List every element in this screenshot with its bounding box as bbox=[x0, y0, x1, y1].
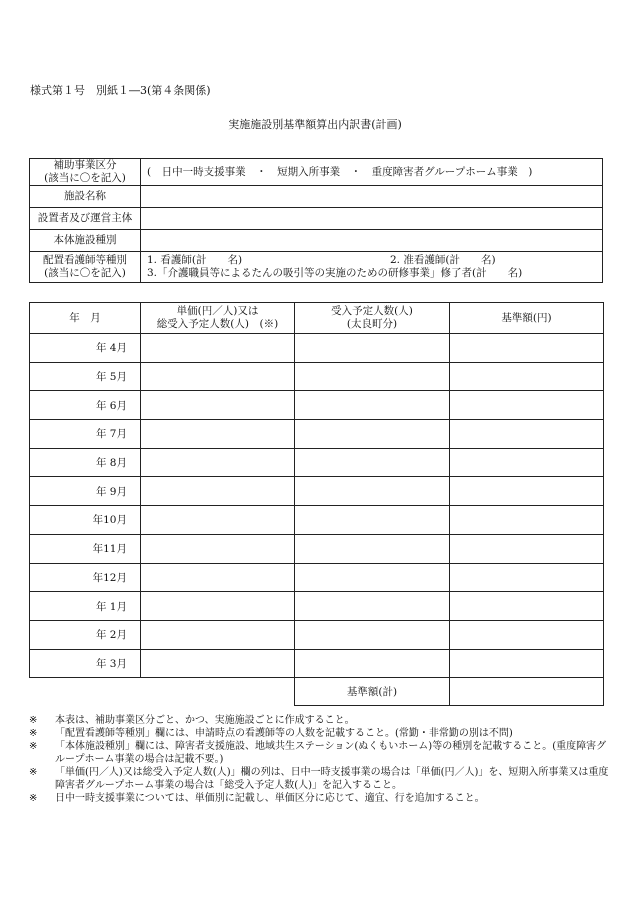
table-row bbox=[30, 334, 604, 363]
table-row bbox=[30, 362, 604, 391]
note-mark: ※ bbox=[29, 793, 38, 804]
planned-people-cell[interactable] bbox=[295, 334, 450, 363]
table-header-row bbox=[30, 303, 604, 334]
total-amount-field[interactable] bbox=[450, 678, 604, 706]
total-row bbox=[30, 678, 604, 706]
table-row bbox=[30, 563, 604, 592]
base-amount-cell[interactable] bbox=[450, 391, 604, 420]
month-cell: 年 7月 bbox=[30, 420, 141, 449]
header-line: 受入予定人数(人) bbox=[331, 305, 413, 317]
document-title: 実施施設別基準額算出内訳書(計画) bbox=[228, 118, 402, 131]
month-cell: 年10月 bbox=[30, 506, 141, 535]
label-line: (該当に〇を記入) bbox=[44, 172, 126, 184]
unit-price-cell[interactable] bbox=[141, 420, 295, 449]
base-amount-cell[interactable] bbox=[450, 448, 604, 477]
unit-price-cell[interactable] bbox=[141, 534, 295, 563]
month-cell: 年11月 bbox=[30, 534, 141, 563]
unit-price-cell[interactable] bbox=[141, 620, 295, 649]
facility-info-table bbox=[29, 158, 603, 283]
table-row bbox=[30, 649, 604, 678]
base-amount-cell[interactable] bbox=[450, 362, 604, 391]
header-line: 単価(円／人)又は bbox=[176, 305, 259, 317]
note-mark: ※ bbox=[29, 741, 38, 752]
note-text: 「本体施設種別」欄には、障害者支援施設、地域共生ステーション(ぬくもいホーム)等の種別を記載すること。(重度障害グループホーム事業の場合は記載不要。) bbox=[55, 741, 607, 765]
note-item bbox=[29, 792, 609, 805]
planned-people-cell[interactable] bbox=[295, 649, 450, 678]
nurse-type-label bbox=[30, 252, 141, 283]
unit-price-cell[interactable] bbox=[141, 391, 295, 420]
table-row bbox=[30, 448, 604, 477]
planned-people-cell[interactable] bbox=[295, 477, 450, 506]
planned-people-cell[interactable] bbox=[295, 506, 450, 535]
base-amount-cell[interactable] bbox=[450, 477, 604, 506]
table-row bbox=[30, 159, 603, 186]
month-cell: 年 1月 bbox=[30, 592, 141, 621]
unit-price-cell[interactable] bbox=[141, 506, 295, 535]
table-row bbox=[30, 420, 604, 449]
base-amount-cell[interactable] bbox=[450, 506, 604, 535]
table-row bbox=[30, 620, 604, 649]
base-amount-cell[interactable] bbox=[450, 334, 604, 363]
month-cell: 年 2月 bbox=[30, 620, 141, 649]
subsidy-category-label bbox=[30, 159, 141, 186]
facility-name-field[interactable] bbox=[141, 186, 603, 208]
table-row bbox=[30, 230, 603, 252]
monthly-calculation-table bbox=[29, 302, 604, 706]
unit-price-cell[interactable] bbox=[141, 563, 295, 592]
nurse-option-3: 3.「介護職員等によるたんの吸引等の実施のための研修事業」修了者(計 名) bbox=[147, 267, 523, 279]
note-text: 「配置看護師等種別」欄には、申請時点の看護師等の人数を記載すること。(常勤・非常勤の別は不問) bbox=[55, 728, 513, 739]
month-cell: 年 8月 bbox=[30, 448, 141, 477]
table-row bbox=[30, 592, 604, 621]
month-cell: 年 6月 bbox=[30, 391, 141, 420]
total-label: 基準額(計) bbox=[295, 678, 450, 706]
header-line: (太良町分) bbox=[346, 318, 398, 330]
note-text: 日中一時支援事業については、単価別に記載し、単価区分に応じて、適宜、行を追加すること。 bbox=[55, 793, 485, 804]
unit-price-cell[interactable] bbox=[141, 649, 295, 678]
planned-people-cell[interactable] bbox=[295, 534, 450, 563]
nurse-type-field[interactable] bbox=[141, 252, 603, 283]
table-row bbox=[30, 208, 603, 230]
nurse-option-1: 1. 看護師(計 名) bbox=[147, 254, 243, 266]
base-amount-cell[interactable] bbox=[450, 563, 604, 592]
base-amount-cell[interactable] bbox=[450, 592, 604, 621]
note-item bbox=[29, 727, 609, 740]
facility-name-label: 施設名称 bbox=[30, 186, 141, 208]
planned-people-cell[interactable] bbox=[295, 563, 450, 592]
planned-people-cell[interactable] bbox=[295, 420, 450, 449]
month-cell: 年 5月 bbox=[30, 362, 141, 391]
unit-price-header bbox=[141, 303, 295, 334]
month-cell: 年 3月 bbox=[30, 649, 141, 678]
table-row bbox=[30, 506, 604, 535]
table-row bbox=[30, 534, 604, 563]
nurse-line-1 bbox=[147, 254, 602, 267]
month-cell: 年 9月 bbox=[30, 477, 141, 506]
label-line: 補助事業区分 bbox=[53, 159, 117, 171]
form-number: 様式第１号 別紙１―3(第４条関係) bbox=[30, 84, 211, 97]
notes-section bbox=[29, 714, 609, 805]
month-cell: 年12月 bbox=[30, 563, 141, 592]
planned-people-header bbox=[295, 303, 450, 334]
unit-price-cell[interactable] bbox=[141, 477, 295, 506]
unit-price-cell[interactable] bbox=[141, 592, 295, 621]
month-cell: 年 4月 bbox=[30, 334, 141, 363]
unit-price-cell[interactable] bbox=[141, 362, 295, 391]
table-row bbox=[30, 391, 604, 420]
header-line: 総受入予定人数(人) (※) bbox=[156, 318, 279, 330]
note-mark: ※ bbox=[29, 767, 38, 778]
note-text: 本表は、補助事業区分ごと、かつ、実施施設ごとに作成すること。 bbox=[55, 715, 355, 726]
operator-label: 設置者及び運営主体 bbox=[30, 208, 141, 230]
note-mark: ※ bbox=[29, 728, 38, 739]
note-mark: ※ bbox=[29, 715, 38, 726]
month-rows bbox=[30, 334, 604, 678]
note-item bbox=[29, 766, 609, 792]
operator-field[interactable] bbox=[141, 208, 603, 230]
planned-people-cell[interactable] bbox=[295, 391, 450, 420]
planned-people-cell[interactable] bbox=[295, 448, 450, 477]
note-item bbox=[29, 714, 609, 727]
base-amount-cell[interactable] bbox=[450, 649, 604, 678]
main-facility-type-field[interactable] bbox=[141, 230, 603, 252]
subsidy-category-field[interactable]: ( 日中一時支援事業 ・ 短期入所事業 ・ 重度障害者グループホーム事業 ) bbox=[141, 159, 603, 186]
total-spacer bbox=[30, 678, 295, 706]
note-text: 「単価(円／人)又は総受入予定人数(人)」欄の列は、日中一時支援事業の場合は「単価(円／人)」を、短期入所事業又は重度障害者グループホーム事業の場合は「総受入予定人数(人)」を記入すること。 bbox=[55, 767, 609, 791]
label-line: (該当に〇を記入) bbox=[44, 267, 126, 279]
table-row bbox=[30, 252, 603, 283]
base-amount-cell[interactable] bbox=[450, 534, 604, 563]
base-amount-cell[interactable] bbox=[450, 620, 604, 649]
unit-price-cell[interactable] bbox=[141, 448, 295, 477]
table-row bbox=[30, 477, 604, 506]
table-row bbox=[30, 186, 603, 208]
planned-people-cell[interactable] bbox=[295, 592, 450, 621]
unit-price-cell[interactable] bbox=[141, 334, 295, 363]
nurse-option-2: 2. 准看護師(計 名) bbox=[390, 254, 496, 266]
planned-people-cell[interactable] bbox=[295, 362, 450, 391]
note-item bbox=[29, 740, 609, 766]
main-facility-type-label: 本体施設種別 bbox=[30, 230, 141, 252]
base-amount-cell[interactable] bbox=[450, 420, 604, 449]
month-header: 年 月 bbox=[30, 303, 141, 334]
base-amount-header: 基準額(円) bbox=[450, 303, 604, 334]
planned-people-cell[interactable] bbox=[295, 620, 450, 649]
label-line: 配置看護師等種別 bbox=[43, 254, 127, 266]
